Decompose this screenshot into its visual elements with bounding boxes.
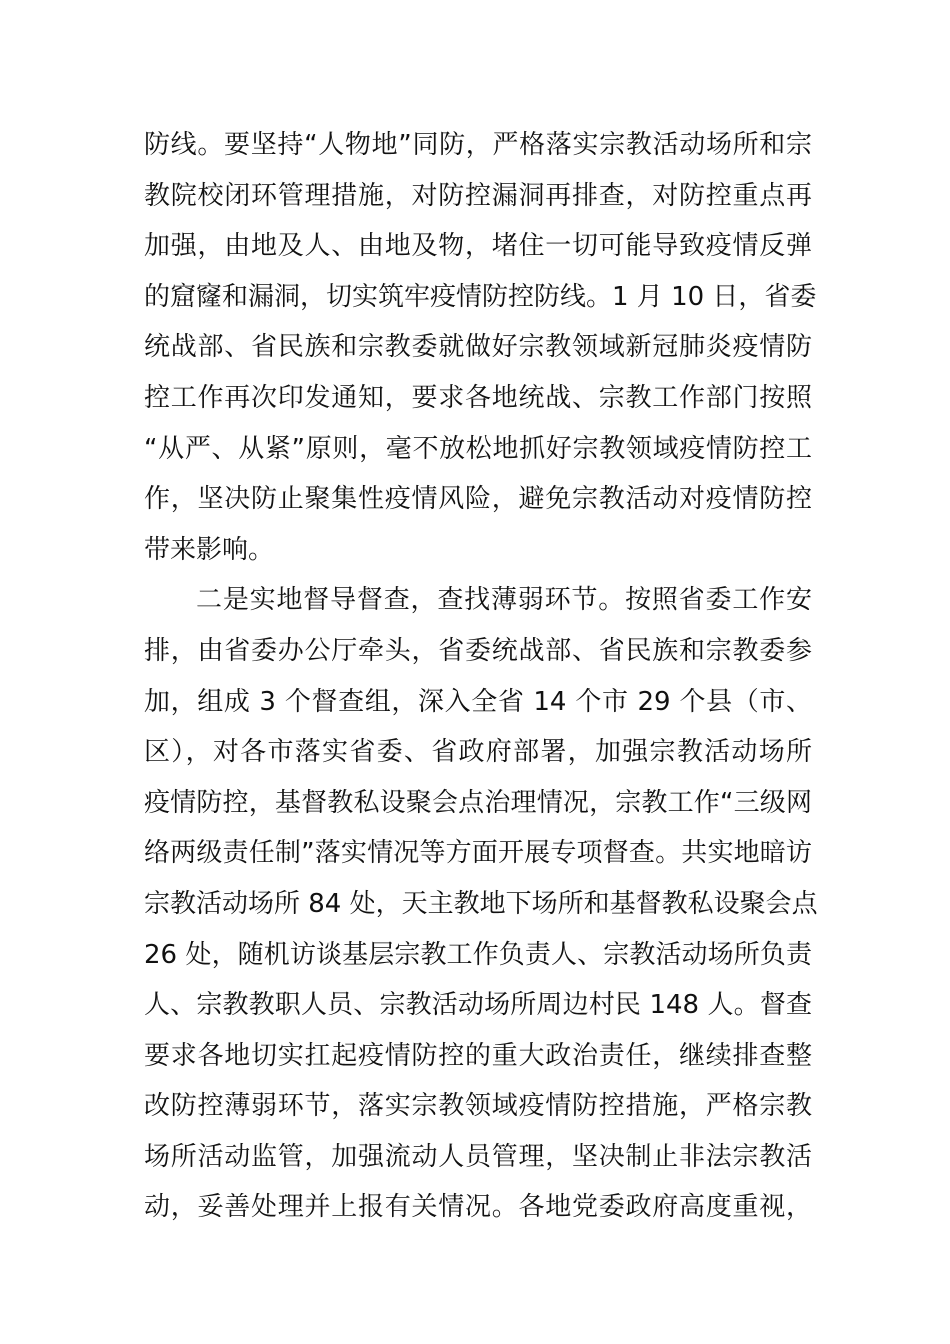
text-line-6: 控工作再次印发通知，要求各地统战、宗教工作部门按照 <box>144 382 812 413</box>
text-line-20: 改防控薄弱环节，落实宗教领域疫情防控措施，严格宗教 <box>144 1091 812 1122</box>
text-line-5: 统战部、省民族和宗教委就做好宗教领域新冠肺炎疫情防 <box>144 332 812 363</box>
text-line-8: 作，坚决防止聚集性疫情风险，避免宗教活动对疫情防控 <box>144 484 812 515</box>
text-line-7: “从严、从紧”原则，毫不放松地抓好宗教领域疫情防控工 <box>144 433 812 464</box>
text-line-12: 加，组成 3 个督查组，深入全省 14 个市 29 个县（市、 <box>144 686 812 717</box>
text-line-17: 26 处，随机访谈基层宗教工作负责人、宗教活动场所负责 <box>144 939 812 970</box>
body-text <box>144 120 818 1233</box>
text-line-2: 教院校闭环管理措施，对防控漏洞再排查，对防控重点再 <box>144 180 812 211</box>
text-line-3: 加强，由地及人、由地及物，堵住一切可能导致疫情反弹 <box>144 231 812 262</box>
text-line-21: 场所活动监管，加强流动人员管理，坚决制止非法宗教活 <box>144 1141 812 1172</box>
text-line-14: 疫情防控，基督教私设聚会点治理情况，宗教工作“三级网 <box>144 787 812 818</box>
text-line-1: 防线。要坚持“人物地”同防，严格落实宗教活动场所和宗 <box>144 130 812 160</box>
text-line-16: 宗教活动场所 84 处，天主教地下场所和基督教私设聚会点 <box>144 888 818 919</box>
text-line-10: 二是实地督导督查，查找薄弱环节。按照省委工作安 <box>196 585 812 616</box>
text-line-11: 排，由省委办公厅牵头，省委统战部、省民族和宗教委参 <box>144 635 812 666</box>
text-line-13: 区），对各市落实省委、省政府部署，加强宗教活动场所 <box>144 737 812 768</box>
text-line-19: 要求各地切实扛起疫情防控的重大政治责任，继续排查整 <box>144 1040 812 1071</box>
text-line-15: 络两级责任制”落实情况等方面开展专项督查。共实地暗访 <box>144 838 812 869</box>
text-line-18: 人、宗教教职人员、宗教活动场所周边村民 148 人。督查 <box>144 990 812 1021</box>
text-line-4: 的窟窿和漏洞，切实筑牢疫情防控防线。1 月 10 日，省委 <box>144 281 817 312</box>
text-line-9: 带来影响。 <box>144 534 275 565</box>
text-line-22: 动，妥善处理并上报有关情况。各地党委政府高度重视， <box>144 1192 812 1223</box>
